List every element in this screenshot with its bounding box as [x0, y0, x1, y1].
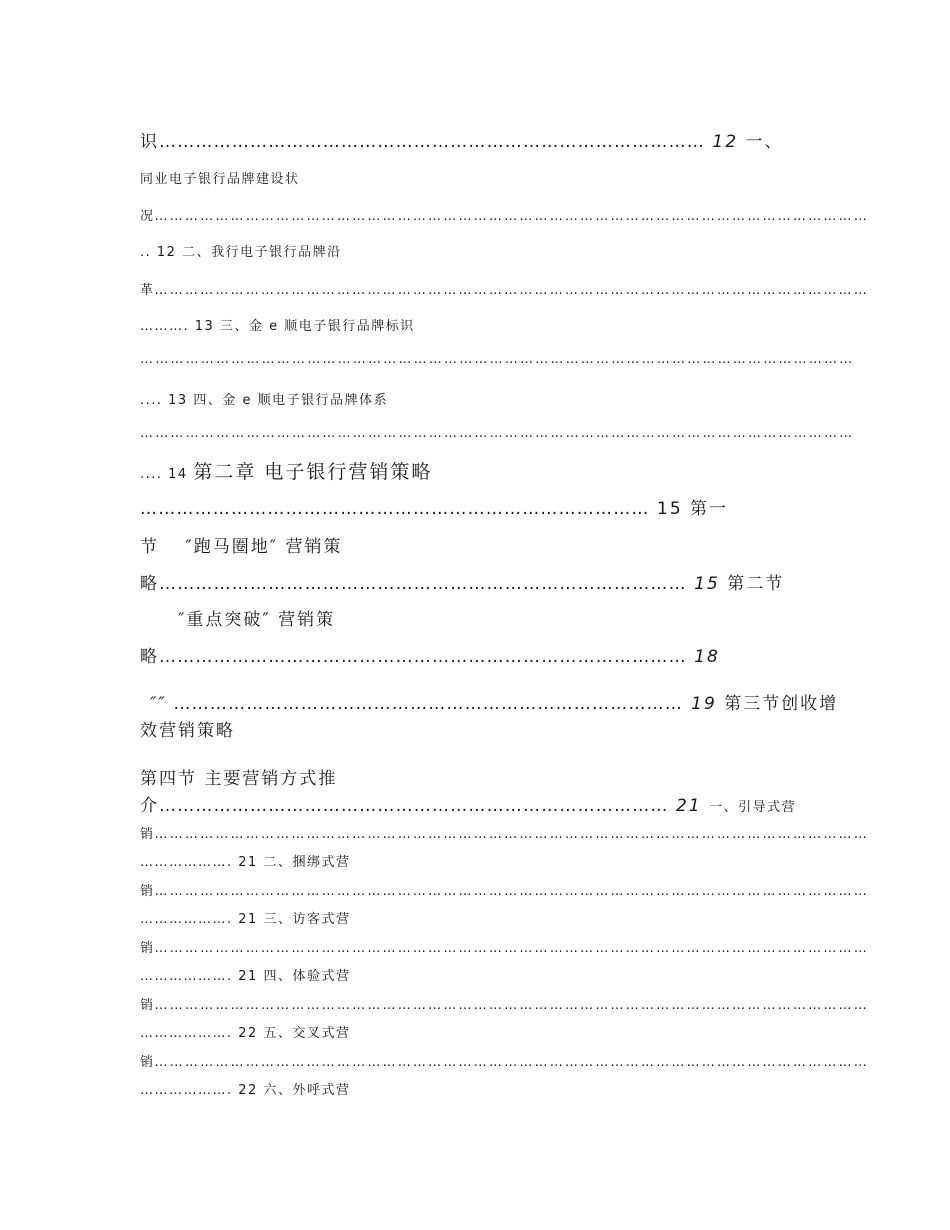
toc-line [140, 127, 810, 152]
toc-leader: …………………………………………………………………………… [159, 647, 687, 667]
toc-line [140, 569, 810, 594]
toc-text: ″″ [150, 694, 175, 714]
toc-line [140, 457, 432, 484]
toc-text: .... 14 [140, 467, 194, 482]
toc-line [140, 642, 810, 667]
toc-text: 销 [140, 1055, 155, 1070]
toc-line [140, 352, 855, 367]
toc-leader: …………………………………………………………………………………………………………………………… [154, 209, 869, 224]
toc-line [140, 823, 869, 842]
toc-line [140, 764, 337, 789]
toc-page-number: 12 [712, 132, 739, 152]
toc-leader: …………………………………………………………………………………………………………………………… [154, 998, 869, 1013]
toc-text: 销 [140, 884, 155, 899]
toc-line [140, 1079, 350, 1098]
toc-line [140, 426, 855, 441]
toc-text: 第二节 [727, 574, 785, 594]
toc-line [140, 908, 350, 927]
toc-line [178, 605, 335, 630]
toc-page-number: 15 [694, 574, 720, 594]
toc-text: ………………. 21 二、捆绑式营 [140, 855, 351, 870]
toc-line [140, 494, 810, 519]
toc-leader: ………………………………………………………………………… [140, 499, 650, 519]
toc-line [150, 689, 839, 714]
toc-line [140, 532, 343, 557]
toc-leader: …………………………………………………………………………………………………………………………… [154, 1055, 869, 1070]
toc-line [140, 937, 869, 956]
toc-text: ………………. 22 六、外呼式营 [140, 1083, 351, 1098]
toc-text: 略 [140, 574, 159, 594]
toc-text: 识 [140, 132, 159, 152]
toc-text: 一、引导式营 [709, 800, 797, 815]
toc-text: 况 [140, 209, 155, 224]
toc-leader: …………………………………………………………………………………………………………………………… [154, 283, 869, 298]
toc-line [140, 965, 350, 984]
toc-leader: …………………………………………………………………………………………………………………………… [140, 352, 855, 367]
toc-line [140, 168, 300, 187]
toc-leader: …………………………………………………………………………… [159, 574, 687, 594]
toc-text: 第三节创收增 [724, 694, 839, 714]
toc-leader: ………………………………………………………………………… [159, 796, 669, 816]
section-title: ″重点突破″ 营销策 [178, 610, 336, 630]
toc-line [140, 851, 350, 870]
chapter-title: 第二章 电子银行营销策略 [193, 461, 433, 483]
toc-text: 15 第一 [657, 499, 729, 519]
toc-leader: …………………………………………………………………………………………………………………………… [154, 884, 869, 899]
toc-page-number: 18 [694, 647, 720, 667]
toc-line [140, 716, 235, 741]
toc-page-number: 19 [691, 694, 717, 714]
toc-text: 同业电子银行品牌建设状 [140, 172, 300, 187]
toc-text: 销 [140, 941, 155, 956]
toc-line [140, 791, 810, 816]
toc-line [140, 1051, 869, 1070]
toc-text: 销 [140, 998, 155, 1013]
section-title: 效营销策略 [140, 721, 235, 741]
toc-text: .. 12 二、我行电子银行品牌沿 [140, 245, 342, 260]
toc-text: ………………. 22 五、交叉式营 [140, 1026, 351, 1041]
toc-leader: …………………………………………………………………………………………………………………………… [140, 426, 855, 441]
section-title: 第四节 主要营销方式推 [140, 769, 338, 789]
section-title: 节 ″跑马圈地″ 营销策 [140, 537, 343, 557]
toc-text: 革 [140, 283, 155, 298]
toc-line [140, 315, 415, 334]
toc-text: ………………. 21 四、体验式营 [140, 969, 351, 984]
toc-text: 一、 [745, 132, 784, 152]
toc-line [140, 1022, 350, 1041]
toc-text: .... 13 四、金 e 顺电子银行品牌体系 [140, 393, 389, 408]
toc-line [140, 389, 388, 408]
toc-text: 介 [140, 796, 159, 816]
toc-page-number: 21 [676, 796, 702, 816]
toc-leader: …………………………………………………………………………………………………………………………… [154, 827, 869, 842]
toc-line [140, 205, 869, 224]
toc-leader: …………………………………………………………………………………………………………………………… [154, 941, 869, 956]
toc-text: 略 [140, 647, 159, 667]
toc-text: 销 [140, 827, 155, 842]
toc-line [140, 279, 869, 298]
toc-leader: ……………………………………………………………………………… [159, 132, 705, 152]
toc-text: ………………. 21 三、访客式营 [140, 912, 351, 927]
toc-line [140, 880, 869, 899]
toc-line [140, 241, 342, 260]
toc-line [140, 994, 869, 1013]
toc-leader: ………………………………………………………………………… [174, 694, 684, 714]
toc-text: ………. 13 三、金 e 顺电子银行品牌标识 [140, 319, 415, 334]
